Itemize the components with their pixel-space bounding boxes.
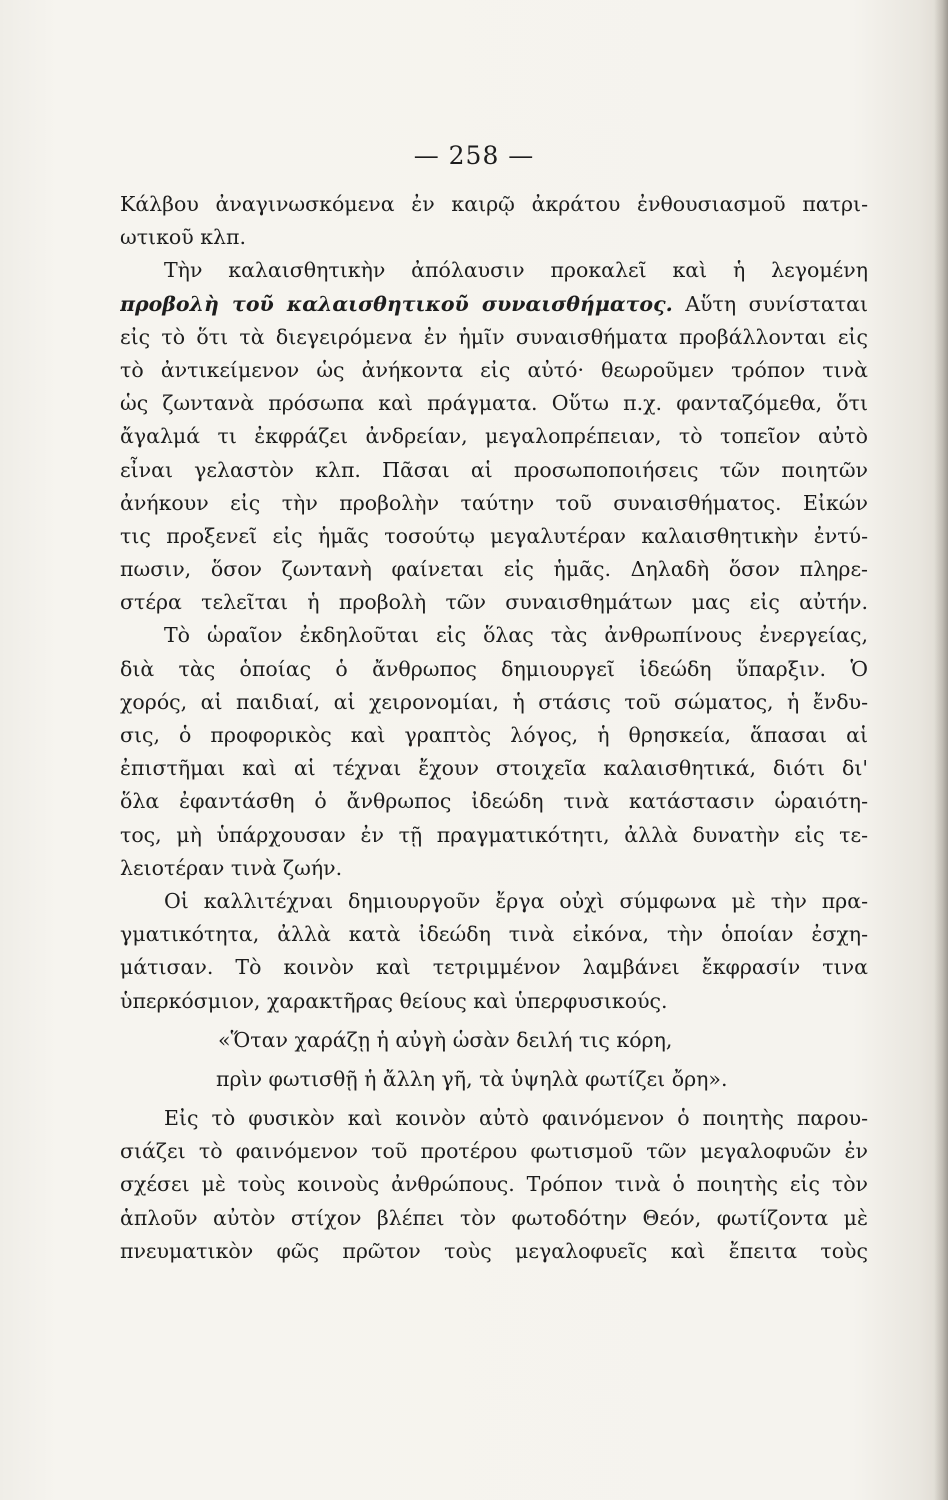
text-line: διὰ τὰς ὁποίας ὁ ἄνθρωπος δημιουργεῖ ἰδεώδη ὕπαρξιν. Ὁ	[120, 656, 868, 681]
text-line: χορός, αἱ παιδιαί, αἱ χειρονομίαι, ἡ στάσις τοῦ σώματος, ἡ ἔνδυ-	[120, 689, 868, 714]
text-line: ἄγαλμά τι ἐκφράζει ἀνδρείαν, μεγαλοπρέπειαν, τὸ τοπεῖον αὐτὸ	[120, 424, 868, 449]
text-line: εἰς τὸ ὅτι τὰ διεγειρόμενα ἐν ἡμῖν συναισθήματα προβάλλονται εἰς	[120, 324, 868, 349]
text-line: ωτικοῦ κλπ.	[120, 225, 247, 250]
text-line: τὸ ἀντικείμενον ὡς ἀνήκοντα εἰς αὐτό· θεωροῦμεν τρόπον τινὰ	[120, 357, 868, 382]
text-line: Τὴν καλαισθητικὴν ἀπόλαυσιν προκαλεῖ καὶ ἡ λεγομένη	[164, 258, 868, 283]
text-line: στέρα τελεῖται ἡ προβολὴ τῶν συναισθημάτων μας εἰς αὐτήν.	[120, 590, 868, 615]
text-line: ὡς ζωντανὰ πρόσωπα καὶ πράγματα. Οὕτω π.χ. φανταζόμεθα, ὅτι	[120, 391, 868, 416]
text-line: τις προξενεῖ εἰς ἡμᾶς τοσούτῳ μεγαλυτέραν καλαισθητικὴν ἐντύ-	[120, 523, 868, 548]
text-line	[120, 288, 868, 321]
body-text	[120, 188, 868, 1268]
text-span: Αὕτη συνίσταται	[672, 291, 868, 316]
text-line: πνευματικὸν φῶς πρῶτον τοὺς μεγαλοφυεῖς καὶ ἔπειτα τοὺς	[120, 1238, 868, 1263]
text-line: τος, μὴ ὑπάρχουσαν ἐν τῇ πραγματικότητι, ἀλλὰ δυνατὴν εἰς τε-	[120, 822, 868, 847]
text-line: εἶναι γελαστὸν κλπ. Πᾶσαι αἱ προσωποποιήσεις τῶν ποιητῶν	[120, 457, 868, 482]
text-line: ἁπλοῦν αὐτὸν στίχον βλέπει τὸν φωτοδότην Θεόν, φωτίζοντα μὲ	[120, 1205, 868, 1230]
text-line: γματικότητα, ἀλλὰ κατὰ ἰδεώδη τινὰ εἰκόνα, τὴν ὁποίαν ἐσχη-	[120, 922, 868, 947]
text-line: Κάλβου ἀναγινωσκόμενα ἐν καιρῷ ἀκράτου ἐνθουσιασμοῦ πατρι-	[120, 192, 868, 216]
text-line: μάτισαν. Τὸ κοινὸν καὶ τετριμμένον λαμβάνει ἔκφρασίν τινα	[120, 955, 868, 980]
text-line: Τὸ ὡραῖον ἐκδηλοῦται εἰς ὅλας τὰς ἀνθρωπίνους ἐνεργείας,	[164, 623, 868, 648]
text-line: ὅλα ἐφαντάσθη ὁ ἄνθρωπος ἰδεώδη τινὰ κατάστασιν ὡραιότη-	[120, 789, 868, 814]
page-number: — 258 —	[413, 141, 535, 170]
text-line: λειοτέραν τινὰ ζωήν.	[120, 855, 343, 880]
text-line: ὑπερκόσμιον, χαρακτῆρας θείους καὶ ὑπερφυσικούς.	[120, 988, 668, 1013]
text-line: σχέσει μὲ τοὺς κοινοὺς ἀνθρώπους. Τρόπον τινὰ ὁ ποιητὴς εἰς τὸν	[120, 1172, 868, 1197]
verse-line: πρὶν φωτισθῇ ἡ ἄλλη γῆ, τὰ ὑψηλὰ φωτίζει ὄρη».	[216, 1066, 728, 1091]
text-line: Οἱ καλλιτέχναι δημιουργοῦν ἔργα οὐχὶ σύμφωνα μὲ τὴν πρα-	[164, 888, 868, 913]
verse-line: «Ὅταν χαράζῃ ἡ αὐγὴ ὡσὰν δειλή τις κόρη,	[218, 1027, 673, 1052]
emphasized-term: προβολὴ τοῦ καλαισθητικοῦ συναισθήματος.	[120, 291, 673, 316]
text-line: σις, ὁ προφορικὸς καὶ γραπτὸς λόγος, ἡ θρησκεία, ἅπασαι αἱ	[120, 723, 868, 747]
text-line: πωσιν, ὅσον ζωντανὴ φαίνεται εἰς ἡμᾶς. Δηλαδὴ ὅσον πληρε-	[120, 557, 868, 582]
text-line: σιάζει τὸ φαινόμενον τοῦ προτέρου φωτισμοῦ τῶν μεγαλοφυῶν ἐν	[120, 1139, 868, 1164]
text-line: Εἰς τὸ φυσικὸν καὶ κοινὸν αὐτὸ φαινόμενον ὁ ποιητὴς παρου-	[164, 1106, 868, 1131]
text-line: ἐπιστῆμαι καὶ αἱ τέχναι ἔχουν στοιχεῖα καλαισθητικά, διότι δι'	[120, 756, 868, 781]
text-line: ἀνήκουν εἰς τὴν προβολὴν ταύτην τοῦ συναισθήματος. Εἰκών	[120, 490, 868, 515]
page-edge-shadow	[934, 0, 948, 1500]
